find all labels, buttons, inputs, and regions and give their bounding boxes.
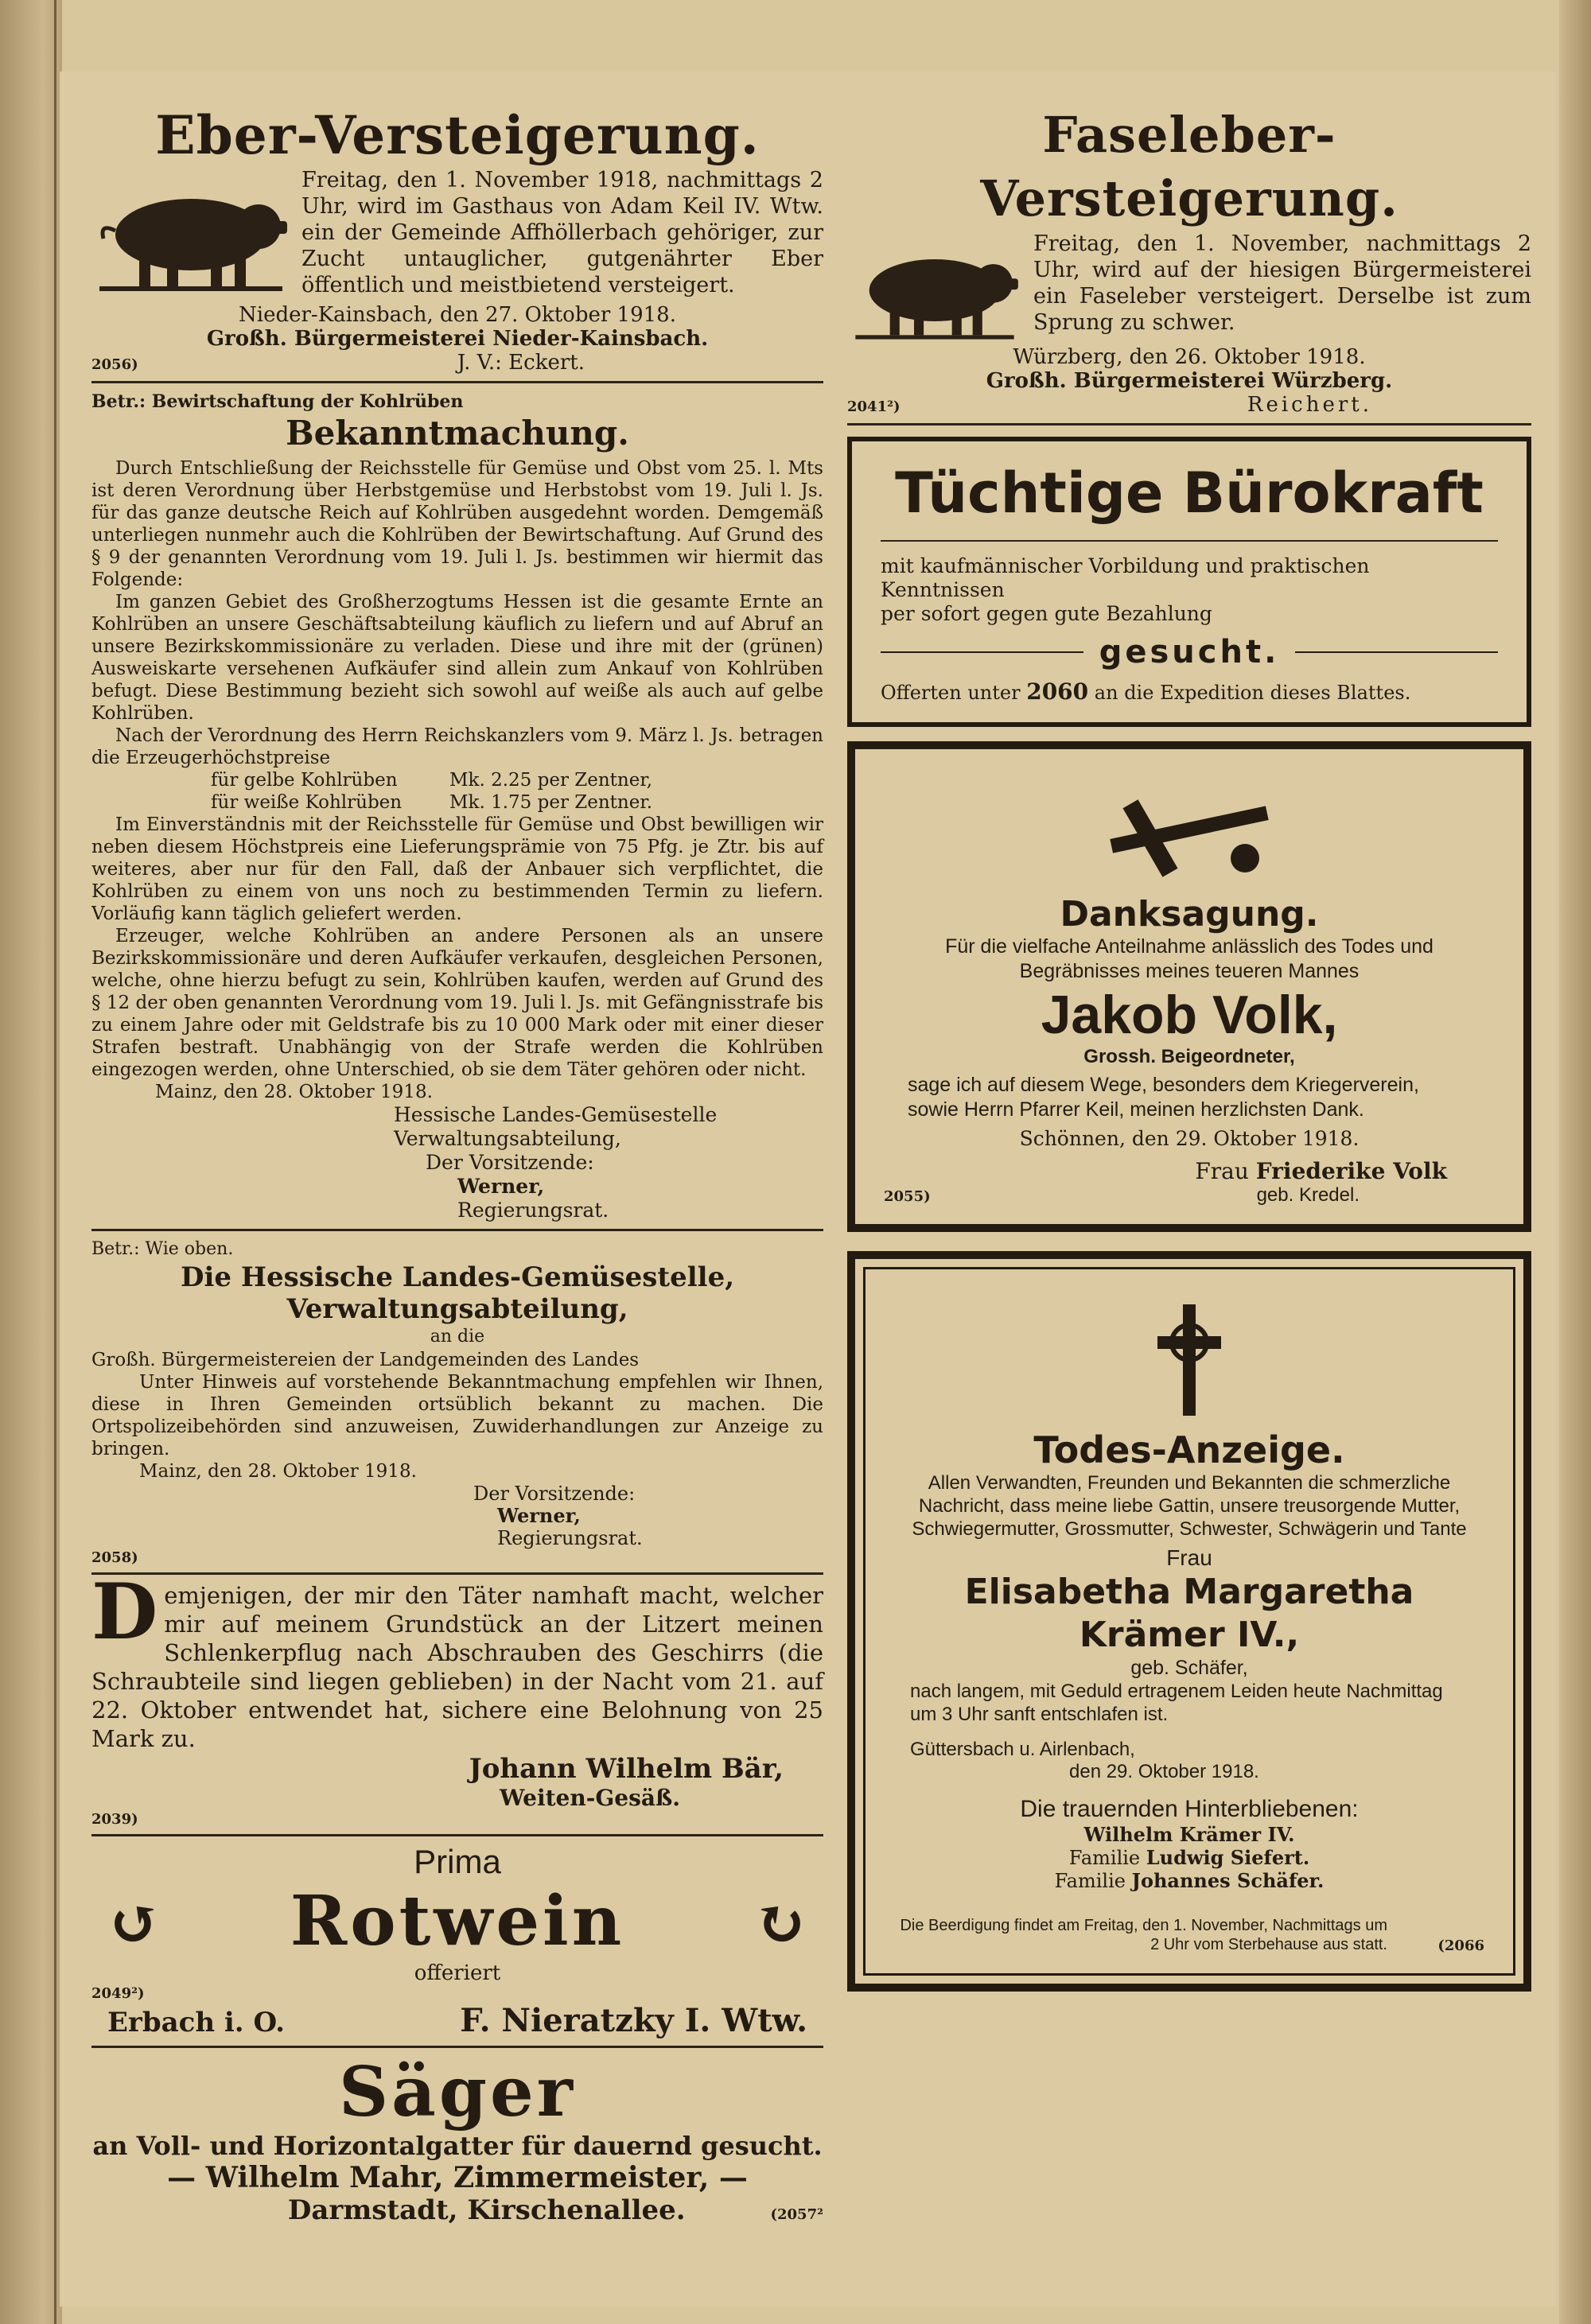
todes-frau: Frau — [1166, 1545, 1212, 1570]
saeger-number: (2057² — [770, 2206, 823, 2223]
kohl-p4: Im Einverständnis mit der Reichsstelle für Gemüse und Obst bewilligen wir neben diesem Höchstpreis eine Lieferungsprämie von 75 Pfg. je Ztr. bis auf weiteres, aber nur für den Fall, daß der Anbauer sich verpflichtet, die Kohlrüben zu einem von uns noch zu bestimmenden Termin zu liefern. Vorläufig kann täglich geliefert werden. — [91, 814, 823, 924]
rotwein-city: Erbach i. O. — [107, 2007, 285, 2038]
buerokraft-wanted: gesucht. — [1099, 634, 1280, 670]
faseleber-signature: Reichert. — [1247, 393, 1372, 417]
belohnung-name: Johann Wilhelm Bär, — [469, 1753, 784, 1785]
landes-name: Werner, — [497, 1504, 581, 1527]
eber-text: Freitag, den 1. November 1918, nachmittags 2 Uhr, wird im Gasthaus von Adam Keil IV. Wtw. ein der Gemeinde Affhöllerbach gehöriger, zur Zucht untauglicher, gutgenährter Eber öffentlich und meistbietend versteigert. — [301, 168, 823, 297]
landes-place-date: Mainz, den 28. Oktober 1918. — [139, 1461, 417, 1482]
landes-rank: Regierungsrat. — [497, 1527, 643, 1549]
todes-m2-name: Ludwig Siefert. — [1146, 1846, 1310, 1869]
rotwein-ad — [91, 1843, 823, 2039]
kohl-price-2 — [91, 791, 823, 814]
buerokraft-text-2: per sofort gegen gute Bezahlung — [881, 602, 1212, 625]
divider — [91, 1229, 823, 1231]
danksagung-signer-prefix: Frau — [1195, 1158, 1249, 1184]
kohl-office-1: Hessische Landes-Gemüsestelle — [394, 1103, 718, 1126]
pig-icon — [91, 175, 290, 294]
todes-mourner-1: Wilhelm Krämer IV. — [1083, 1823, 1295, 1846]
spine-fold-line — [54, 0, 56, 2324]
scroll-ornament-left-icon: ↺ — [107, 1885, 161, 1960]
saeger-name: — Wilhelm Mahr, Zimmermeister, — — [167, 2161, 748, 2194]
divider — [91, 1834, 823, 1836]
todes-m3-prefix: Familie — [1054, 1870, 1126, 1892]
cross-wreath-icon — [1086, 783, 1293, 886]
landes-an: an die — [430, 1327, 485, 1347]
saeger-title: Säger — [339, 2052, 576, 2132]
kohl-p2: Im ganzen Gebiet des Großherzogtums Hessen ist die gesamte Ernte an Kohlrüben an unsere Geschäftsabteilung käuflich zu liefern und auf Abruf an unsere Bezirkskommissionäre zu verladen. Diese und ihre mit der (grünen) Ausweiskarte versehenen Aufkäufer sind allein zum Ankauf von Kohlrüben befugt. Diese Bestimmung bezieht sich sowohl auf weiße als auch auf gelbe Kohlrüben. — [91, 592, 823, 724]
book-spine — [0, 0, 62, 2324]
kohl-p5: Erzeuger, welche Kohlrüben an andere Personen als an unsere Bezirkskommissionäre und deren Aufkäufer verkaufen, desgleichen Personen, welche, ohne hierzu befugt zu sein, Kohlrüben kaufen, werden auf Grund des § 12 der oben genannten Verordnung vom 19. Juli l. Js. mit Gefängnisstrafe bis zu einem Jahre oder mit Geldstrafe bis zu 10 000 Mark oder mit einer dieser Strafen bestraft. Unabhängig von der Strafe werden die Kohlrüben eingezogen werden, ohne Unterschied, ob sie dem Täter gehören oder nicht. — [91, 926, 823, 1080]
right-column — [847, 103, 1531, 1992]
todes-text-1: Allen Verwandten, Freunden und Bekannten die schmerzliche Nachricht, dass meine liebe Gattin, unsere treusorgende Mutter, Schwiegermutter, Grossmutter, Schwester, Schwägerin und Tante — [912, 1472, 1467, 1540]
belohnung-number: 2039) — [91, 1811, 138, 1828]
danksagung-signer-name: Friederike Volk — [1255, 1158, 1447, 1184]
todes-born: geb. Schäfer, — [1130, 1657, 1248, 1679]
todes-anzeige-ad — [847, 1251, 1531, 1992]
kohl-p3: Nach der Verordnung des Herrn Reichskanzlers vom 9. März l. Js. betragen die Erzeugerhöchstpreise — [91, 725, 823, 768]
rule-right — [1295, 651, 1498, 653]
rotwein-title: Rotwein — [290, 1881, 625, 1961]
danksagung-born: geb. Kredel. — [1256, 1184, 1360, 1206]
eber-title: Eber-Versteigerung. — [155, 104, 760, 166]
buerokraft-title: Tüchtige Bürokraft — [895, 461, 1484, 526]
danksagung-role: Grossh. Beigeordneter, — [1083, 1046, 1295, 1067]
todes-funeral: Die Beerdigung findet am Freitag, den 1. November, Nachmittags um 2 Uhr vom Sterbehause aus statt. — [900, 1917, 1387, 1953]
danksagung-ad — [847, 741, 1531, 1232]
landes-title: Die Hessische Landes-Gemüsestelle, Verwaltungsabteilung, — [180, 1261, 735, 1325]
todes-date: den 29. Oktober 1918. — [1069, 1761, 1259, 1782]
newspaper-page — [60, 72, 1555, 2307]
faseleber-place-date: Würzberg, den 26. Oktober 1918. — [1013, 345, 1366, 369]
kohl-betr: Betr.: Bewirtschaftung der Kohlrüben — [91, 391, 464, 412]
kohl-name: Werner, — [457, 1175, 545, 1198]
eber-authority: Großh. Bürgermeisterei Nieder-Kainsbach. — [206, 327, 709, 351]
offers-number: 2060 — [1026, 678, 1089, 705]
todes-title: Todes-Anzeige. — [1033, 1428, 1345, 1471]
faseleber-authority: Großh. Bürgermeisterei Würzberg. — [986, 369, 1393, 393]
eber-signature: J. V.: Eckert. — [457, 351, 585, 375]
eber-ad — [91, 103, 823, 375]
todes-m2-prefix: Familie — [1068, 1847, 1141, 1869]
rotwein-offers: offeriert — [414, 1961, 501, 1985]
danksagung-name: Jakob Volk, — [1041, 985, 1338, 1045]
danksagung-place-date: Schönnen, den 29. Oktober 1918. — [1019, 1127, 1360, 1150]
landes-recipients: Großh. Bürgermeistereien der Landgemeinden des Landes — [91, 1350, 640, 1370]
divider — [847, 423, 1531, 426]
danksagung-text-1: Für die vielfache Anteilnahme anlässlich des Todes und Begräbnisses meines teueren Mannes — [945, 935, 1433, 982]
rotwein-seller: F. Nieratzky I. Wtw. — [460, 2002, 807, 2039]
landes-text: Unter Hinweis auf vorstehende Bekanntmachung empfehlen wir Ihnen, diese in Ihren Gemeinden ortsüblich bekannt zu machen. Die Ortspolizeibehörden sind anzuweisen, Zuwiderhandlungen zur Anzeige zu bringen. — [91, 1372, 823, 1459]
kohl-place-date: Mainz, den 28. Oktober 1918. — [155, 1082, 433, 1102]
kohlrueben-notice — [91, 390, 823, 1222]
divider — [91, 1572, 823, 1575]
todes-name: Elisabetha Margaretha Krämer IV., — [964, 1572, 1414, 1655]
scroll-ornament-right-icon: ↻ — [753, 1885, 807, 1960]
pig-icon — [847, 239, 1022, 342]
eber-number: 2056) — [91, 356, 138, 373]
offers-pre: Offerten unter — [881, 682, 1021, 704]
buerokraft-text-1: mit kaufmännischer Vorbildung und praktischen Kenntnissen — [881, 554, 1370, 601]
kohl-p1: Durch Entschließung der Reichsstelle für Gemüse und Obst vom 25. l. Mts ist deren Verordnung über Herbstgemüse und Herbstobst vom 19. Juli l. Js. für das ganze deutsche Reich auf Kohlrüben ausgedehnt worden. Demgemäß unterliegen nunmehr auch die Kohlrüben der Bewirtschaftung. Auf Grund des § 9 der genannten Verordnung vom 19. Juli l. Js. bestimmen wir hiermit das Folgende: — [91, 458, 823, 590]
price-1-label: für gelbe Kohlrüben — [211, 770, 398, 791]
kohl-rank: Regierungsrat. — [457, 1199, 609, 1222]
faseleber-number: 2041²) — [847, 398, 901, 415]
belohnung-place: Weiten-Gesäß. — [500, 1785, 680, 1811]
saeger-place: Darmstadt, Kirschenallee. — [287, 2194, 686, 2226]
landes-signature — [91, 1483, 823, 1549]
saeger-ad — [91, 2054, 823, 2226]
danksagung-text-2: sage ich auf diesem Wege, besonders dem Kriegerverein, sowie Herrn Pfarrer Keil, meinen herzlichsten Dank. — [908, 1074, 1419, 1121]
buerokraft-offers — [881, 678, 1498, 705]
faseleber-text: Freitag, den 1. November, nachmittags 2 Uhr, wird auf der hiesigen Bürgermeisterei ein Faseleber versteigert. Derselbe ist zum Sprung zu schwer. — [1033, 231, 1531, 335]
rule-left — [881, 651, 1083, 653]
landes-number: 2058) — [91, 1549, 138, 1566]
kohl-office-2: Verwaltungsabteilung, — [394, 1127, 621, 1150]
left-column — [91, 103, 823, 2226]
faseleber-title: Faseleber-Versteigerung. — [980, 106, 1398, 227]
kohl-price-1 — [91, 769, 823, 791]
rotwein-prima: Prima — [414, 1843, 501, 1880]
todes-text-2: nach langem, mit Geduld ertragenem Leiden heute Nachmittag um 3 Uhr sanft entschlafen ist. — [910, 1681, 1443, 1725]
divider — [91, 2046, 823, 2048]
offers-post: an die Expedition dieses Blattes. — [1094, 682, 1411, 704]
danksagung-number: 2055) — [884, 1188, 931, 1205]
kohl-signature-block — [91, 1103, 823, 1222]
todes-m3-name: Johannes Schäfer. — [1131, 1869, 1325, 1892]
rotwein-number: 2049²) — [91, 1985, 145, 2002]
todes-mourners: Die trauernden Hinterbliebenen: — [1020, 1796, 1359, 1822]
belohnung-text: emjenigen, der mir den Täter namhaft macht, welcher mir auf meinem Grundstück an der Litzert meinen Schlenkerpflug nach Abschrauben des Geschirrs (die Schraubteile sind liegen geblieben) in der Nacht vom 21. auf 22. Oktober entwendet hat, sichere eine Belohnung von 25 Mark zu. — [91, 1582, 823, 1752]
kohl-chair: Der Vorsitzende: — [426, 1151, 594, 1174]
buerokraft-ad — [847, 437, 1531, 727]
eber-place-date: Nieder-Kainsbach, den 27. Oktober 1918. — [239, 303, 676, 327]
page-edge — [1559, 0, 1591, 2324]
divider — [881, 540, 1498, 542]
divider — [91, 381, 823, 383]
todes-place: Güttersbach u. Airlenbach, — [910, 1739, 1135, 1760]
price-2-label: für weiße Kohlrüben — [211, 792, 403, 813]
belohnung-ad — [91, 1567, 823, 1828]
faseleber-ad — [847, 103, 1531, 417]
landes-chair: Der Vorsitzende: — [473, 1483, 636, 1505]
danksagung-title: Danksagung. — [1060, 894, 1319, 935]
landes-notice — [91, 1238, 823, 1566]
belohnung-dropcap: D — [91, 1567, 158, 1657]
kohl-title: Bekanntmachung. — [286, 414, 629, 453]
price-1-value: Mk. 2.25 per Zentner, — [449, 770, 653, 791]
cross-icon — [1157, 1304, 1221, 1416]
saeger-text: an Voll- und Horizontalgatter für dauernd gesucht. — [92, 2131, 823, 2161]
price-2-value: Mk. 1.75 per Zentner. — [449, 792, 653, 813]
landes-betr: Betr.: Wie oben. — [91, 1239, 234, 1259]
todes-number: (2066 — [1437, 1937, 1484, 1954]
